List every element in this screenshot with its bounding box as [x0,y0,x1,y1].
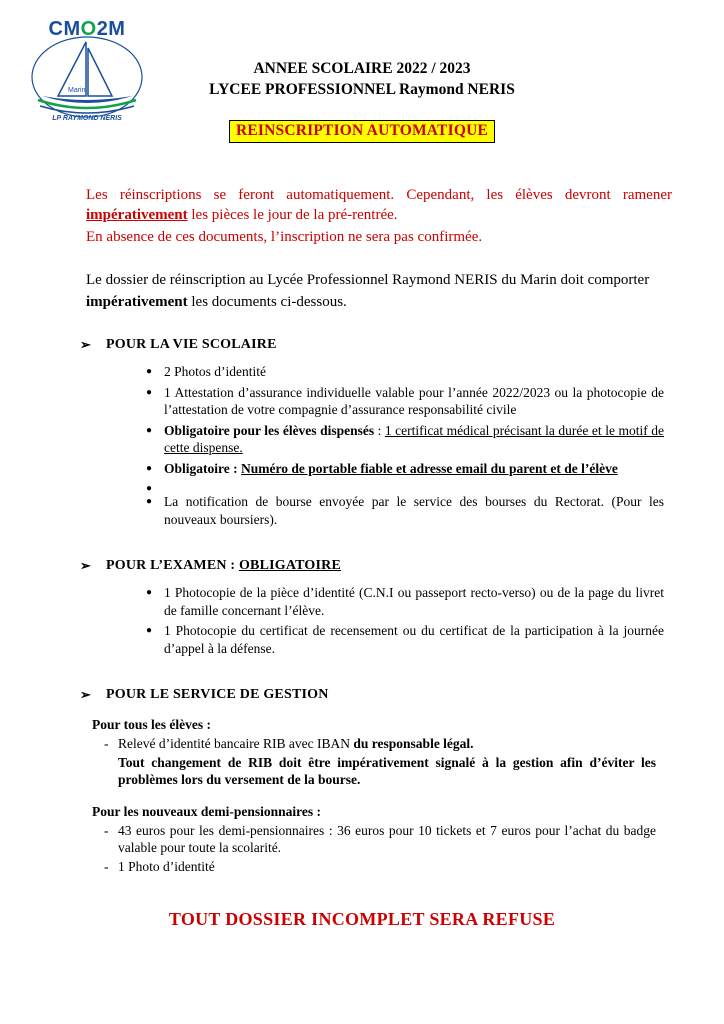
list-item [118,858,656,876]
list-item-underline: 1 certificat médical précisant la durée et le motif de cette dispense. [164,422,664,455]
list-item-bold: du responsable légal. [353,736,474,751]
section-vie-scolaire-title [80,337,690,353]
list-item-text: 43 euros pour les demi-pensionnaires : 36 euros pour 10 tickets et 7 euros pour l’achat du badge valable pour toute la scolarité. [118,822,656,855]
gestion-group1-list [92,735,656,789]
intro-text-a: Les réinscriptions se feront automatiquement. Cependant, les élèves devront ramener [86,187,672,203]
section-gestion-title [80,687,690,703]
list-spacer [164,480,664,490]
list-item-text: La notification de bourse envoyée par le service des bourses du Rectorat. (Pour les nouveaux boursiers). [164,494,664,527]
vie-scolaire-list [106,363,690,528]
school-logo [28,12,146,124]
dossier-emphasis: impérativement [86,294,188,310]
arrow-bullet-icon: ➢ [80,687,92,702]
intro-emphasis: impérativement [86,207,188,223]
list-item [164,622,664,657]
list-item-text: 1 Attestation d’assurance individuelle valable pour l’année 2022/2023 ou la photocopie de l’attestation de votre compagnie d’assurance responsabilité civile [164,384,664,417]
gestion-spacer [92,790,656,804]
logo-graphic-icon [28,34,146,120]
svg-text:Marin: Marin [68,87,86,94]
list-item [164,422,664,457]
dossier-text-a: Le dossier de réinscription au Lycée Professionnel Raymond NERIS du Marin doit comporter [86,272,650,288]
arrow-bullet-icon: ➢ [80,558,92,573]
list-item-text: 2 Photos d’identité [164,364,266,379]
footer-warning: TOUT DOSSIER INCOMPLET SERA REFUSE [168,909,556,929]
section-title-text: POUR L’EXAMEN : [106,558,239,573]
list-item [118,754,656,789]
logo-caption: LP RAYMOND NERIS [52,115,122,122]
section-examen-title [80,558,690,574]
logo-text-o: O [80,18,97,40]
list-item [164,384,664,419]
list-item [164,493,664,528]
examen-list [106,584,690,657]
gestion-group2-title: Pour les nouveaux demi-pensionnaires : [92,803,322,819]
list-item-bold: Obligatoire pour les élèves dispensés [164,422,375,438]
section-gestion [34,687,690,703]
list-item-text: Relevé d’identité bancaire RIB avec IBAN [118,736,354,751]
list-item-text: 1 Photocopie de la pièce d’identité (C.N.I ou passeport recto-verso) ou de la page du livret de famille concernant l’élève. [164,585,664,618]
section-title-underlined: OBLIGATOIRE [238,558,342,573]
dossier-text-c: les documents ci-dessous. [187,294,347,310]
list-item-text: 1 Photo d’identité [118,858,215,874]
list-item [164,460,664,478]
gestion-group2-list [92,822,656,876]
list-item-bold: Tout changement de RIB doit être impérativement signalé à la gestion afin d’éviter les problèmes lors du versement de la bourse. [118,754,656,787]
section-title-text: POUR LE SERVICE DE GESTION [106,687,329,702]
list-item [164,584,664,619]
list-item-bold: Obligatoire : [164,460,238,476]
dossier-paragraph [34,269,690,313]
gestion-group1-title: Pour tous les élèves : [92,717,211,732]
section-title-text: POUR LA VIE SCOLAIRE [106,337,277,352]
list-item-bold-underline: Numéro de portable fiable et adresse email du parent et de l’élève [241,460,618,476]
list-item-text: 1 Photocopie du certificat de recensement ou du certificat de la participation à la journée d’appel à la défense. [164,623,664,656]
logo-text-part2: 2M [96,18,126,40]
school-name-line: LYCEE PROFESSIONNEL Raymond NERIS [209,81,515,98]
intro-paragraph [34,185,690,247]
document-content [0,185,724,930]
page-title: REINSCRIPTION AUTOMATIQUE [229,120,495,143]
arrow-bullet-icon: ➢ [80,337,92,352]
list-item [164,363,664,381]
list-item [118,735,656,753]
school-year-line: ANNEE SCOLAIRE 2022 / 2023 [253,60,471,77]
logo-text-part1: CM [48,18,81,40]
gestion-details [34,717,690,875]
list-item-sep: : [374,422,385,438]
section-examen [34,558,690,657]
list-item [118,822,656,857]
section-vie-scolaire [34,337,690,528]
intro-text-c: les pièces le jour de la pré-rentrée. [187,207,398,223]
intro-line2: En absence de ces documents, l’inscription ne sera pas confirmée. [86,229,483,245]
